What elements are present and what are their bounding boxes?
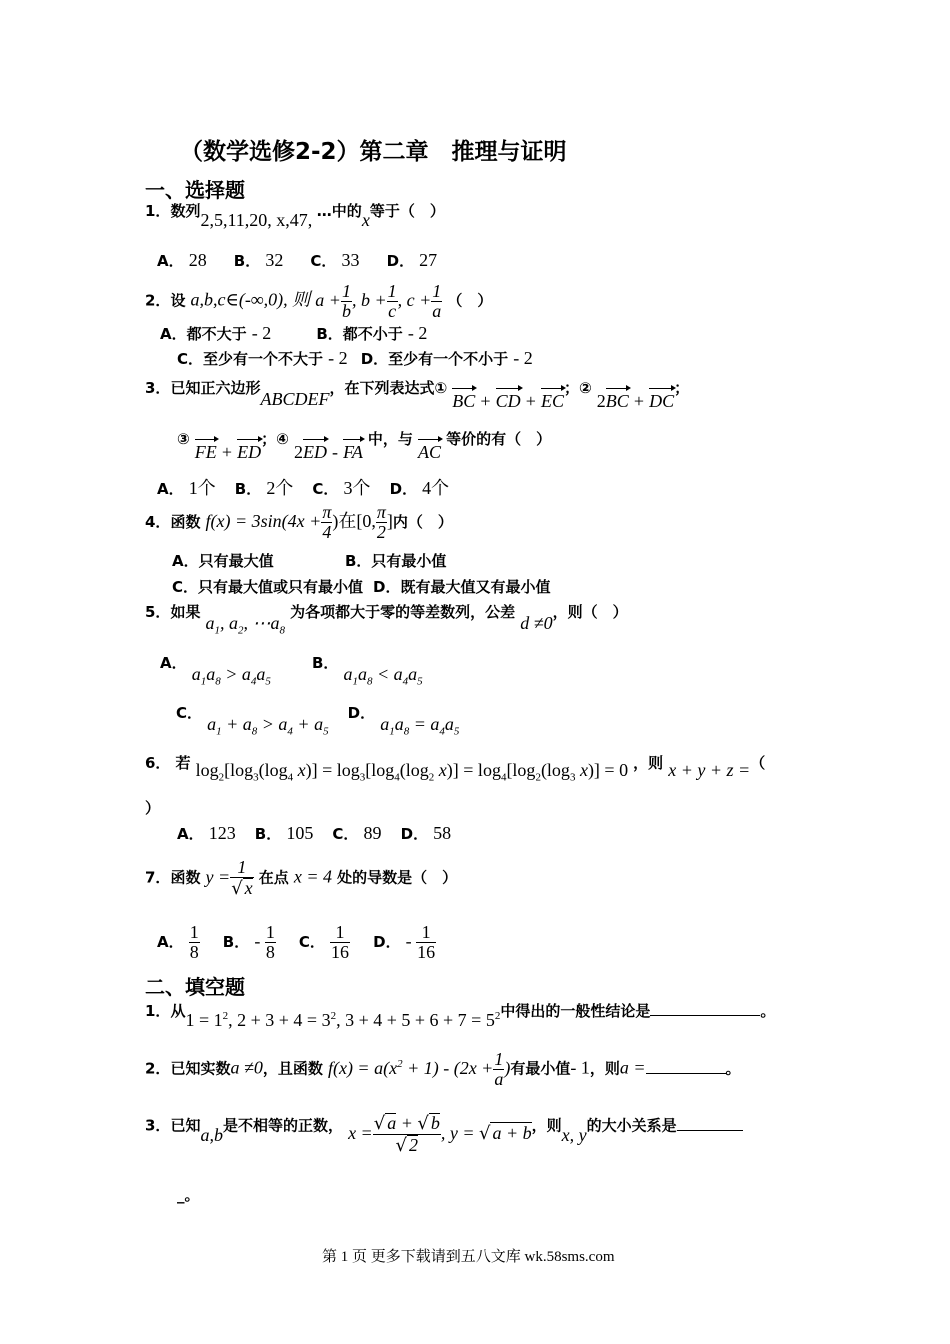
q6-option-d[interactable]: 58	[433, 823, 452, 843]
q6-option-a[interactable]: 123	[208, 823, 236, 843]
q7-option-d[interactable]: - $\frac{1}{16}$	[405, 922, 436, 963]
q5-option-b[interactable]: $a_1a_8 < a_4a_5$	[343, 664, 423, 688]
q1-options: A． 28 B． 32 C． 33 D． 27	[157, 250, 438, 270]
q1-option-a[interactable]: 28	[188, 250, 207, 270]
q4-option-d[interactable]: D．既有最大值又有最小值	[373, 578, 551, 596]
q6-option-c[interactable]: 89	[363, 823, 382, 843]
q6-equation: $\log_2[\log_3(\log_4$ $x)] = \log_3[\log_4(\log_2$ $x)] = \log_4[\log_2(\log_3$ x)] = 0	[195, 760, 629, 784]
q5-options-row2: C． $a_1 + a_8 > a_4 + a_5$ D． $a_1a_8 = a_4a_5$	[176, 704, 460, 738]
question-1: 1．数列2,5,11,20, x,47, …中的x等于（ ）	[145, 202, 445, 230]
q1-number: 1．	[145, 202, 171, 220]
q7-option-b[interactable]: - $\frac{1}{8}$	[254, 922, 275, 963]
q2-expression: a + $\frac{1}{b}$ , b + $\frac{1}{c}$ , c + $\frac{1}{a}$	[315, 281, 442, 321]
q3-options: A． 1个 B． 2个 C． 3个 D． 4个	[157, 478, 450, 498]
section-fill-heading: 二、填空题	[145, 975, 245, 999]
q7-function: y = $\frac{1}{√ x}$	[205, 857, 253, 899]
q1-option-d[interactable]: 27	[419, 250, 438, 270]
question-3: 3．已知正六边形ABCDEF，在下列表达式① BC + CD + EC；② 2BC + DC；	[145, 379, 690, 411]
q2-options-row2: C．至少有一个不大于 - 2 D．至少有一个不小于 - 2	[177, 348, 533, 368]
q2-option-d[interactable]: D．至少有一个不小于	[360, 350, 509, 368]
q4-option-a[interactable]: A．只有最大值	[172, 552, 274, 570]
q5-option-c[interactable]: $a_1 + a_8 > a_4 + a_5$	[207, 714, 329, 738]
page-title: （数学选修2-2）第二章 推理与证明	[180, 139, 567, 165]
q3-option-a[interactable]: 1个	[188, 478, 216, 498]
section-choice-heading: 一、选择题	[145, 178, 245, 202]
question-5: 5．如果 $a_1$, $a_2$, $\cdots a_8$ 为各项都大于零的等差数列，公差 d ≠0，则（ ）	[145, 603, 628, 637]
q7-options: A． $\frac{1}{8}$ B． - $\frac{1}{8}$ C． $\frac{1}{16}$ D． - $\frac{1}{16}$	[157, 922, 436, 963]
q1-option-b[interactable]: 32	[265, 250, 284, 270]
question-3-line2: ③ FE + ED；④ 2ED - FA 中，与 AC 等价的有（ ）	[177, 430, 552, 462]
q5-options-row1: A． $a_1a_8 > a_4a_5$ B． $a_1a_8 < a_4a_5$	[160, 654, 423, 688]
q4-options-row1	[172, 550, 446, 571]
q1-option-c[interactable]: 33	[341, 250, 360, 270]
f1-equations: $1 = 1^2$, $2 + 3 + 4 = 3^2$, $3 + 4 + 5 + 6 + 7 = 5^2$	[185, 1010, 501, 1030]
f2-answer-blank[interactable]	[646, 1073, 726, 1074]
q3-expr-2: 2BC + DC	[596, 391, 675, 411]
q3-option-d[interactable]: 4个	[422, 478, 450, 498]
q6-option-b[interactable]: 105	[286, 823, 314, 843]
q2-option-b[interactable]: B．都不小于	[316, 325, 403, 343]
q2-option-a[interactable]: A．都不大于	[160, 325, 247, 343]
q7-option-c[interactable]: $\frac{1}{16}$	[331, 922, 350, 962]
f3-answer-blank[interactable]	[677, 1130, 743, 1131]
q1-sequence: 2,5,11,20, x,47,	[200, 210, 317, 230]
q3-target-vector: AC	[418, 442, 442, 462]
q3-expr-4: 2ED - FA	[293, 442, 363, 462]
q6-options: A． 123 B． 105 C． 89 D． 58	[177, 823, 452, 843]
q5-sequence: $a_1$, $a_2$, $\cdots a_8$	[205, 613, 286, 637]
q3-option-b[interactable]: 2个	[266, 478, 294, 498]
q4-option-b[interactable]: B．只有最小值	[345, 552, 447, 570]
f3-definitions: x = $\frac{√ a + √ b}{√ 2}$ , y = √ a + b	[348, 1113, 532, 1156]
f2-function: $f(x) = a(x^2 + 1) - (2x$ + $\frac{1}{a}$ )	[327, 1049, 511, 1089]
question-6: 6． 若 $\log_2[\log_3(\log_4$ $x)] = \log_3[\log_4(\log_2$ $x)] = \log_4[\log_2(\log_3$ x)] = 0 ，则 x + y + z =（	[145, 754, 766, 784]
q3-expr-1: BC + CD + EC	[452, 391, 564, 411]
q5-option-a[interactable]: $a_1a_8 > a_4a_5$	[191, 664, 271, 688]
q2-option-c[interactable]: C．至少有一个不大于	[177, 350, 324, 368]
q2-options-row1: A．都不大于 - 2 B．都不小于 - 2	[160, 323, 428, 343]
q4-function: f(x) = 3sin(4x +	[205, 510, 322, 531]
q4-options-row2	[172, 576, 550, 597]
question-4: 4．函数 f(x) = 3sin(4x + $\frac{\pi}{4}$ )在[0, $\frac{\pi}{2}$ ]内（ ）	[145, 502, 453, 542]
q5-option-d[interactable]: $a_1a_8 = a_4a_5$	[380, 714, 460, 738]
f3-answer-end: _。	[177, 1186, 200, 1204]
f1-answer-blank[interactable]	[650, 1015, 760, 1016]
page-footer: 第 1 页 更多下载请到五八文库 wk.58sms.com	[322, 1249, 615, 1265]
fill-2: 2．已知实数a ≠0，且函数 $f(x) = a(x^2 + 1) - (2x$ + $\frac{1}{a}$ )有最小值- 1，则a = 。	[145, 1049, 741, 1089]
q6-paren-close: ）	[145, 799, 161, 817]
q4-pi-over-2: $\frac{\pi}{2}$	[376, 502, 386, 542]
q3-expr-3: FE + ED	[194, 442, 262, 462]
q4-option-c[interactable]: C．只有最大值或只有最小值	[172, 578, 364, 596]
q2-condition: a,b,c∈(-∞,0), 则	[190, 289, 311, 310]
q4-pi-over-4: $\frac{\pi}{4}$	[322, 502, 332, 542]
question-7: 7．函数 y = $\frac{1}{√ x}$ 在点 x = 4 处的导数是（ ）	[145, 857, 458, 899]
fill-3: 3．已知a,b是不相等的正数， x = $\frac{√ a + √ b}{√ 2}$ , y = √ a + b，则x, y的大小关系是	[145, 1105, 743, 1148]
question-2: 2．设 a,b,c∈(-∞,0), 则 a + $\frac{1}{b}$ , b + $\frac{1}{c}$ , c + $\frac{1}{a}$ （ ）	[145, 281, 493, 321]
q7-option-a[interactable]: $\frac{1}{8}$	[189, 922, 199, 962]
q3-option-c[interactable]: 3个	[343, 478, 371, 498]
fill-1: 1．从$1 = 1^2$, $2 + 3 + 4 = 3^2$, $3 + 4 + 5 + 6 + 7 = 5^2$中得出的一般性结论是 。	[145, 1002, 776, 1030]
